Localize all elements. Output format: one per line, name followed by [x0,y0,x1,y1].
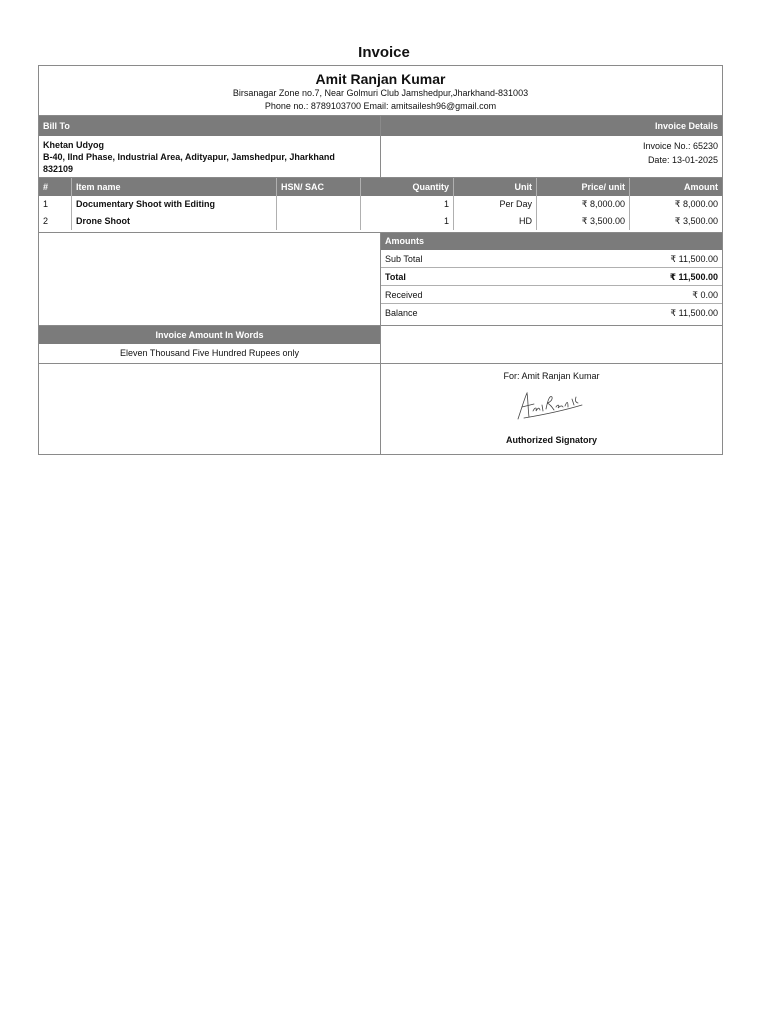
items-body [39,196,722,233]
signature-left-blank [39,364,381,454]
item-hsn [277,213,361,230]
received-row [381,286,722,304]
balance-value: ₹ 11,500.00 [670,308,718,318]
bill-to-block [39,136,381,177]
customer-name: Khetan Udyog [43,140,105,150]
invoice-number: Invoice No.: 65230 [642,141,718,151]
col-header-unit: Unit [454,178,537,196]
amounts-left-blank [39,233,381,325]
item-index: 2 [39,213,72,230]
received-label: Received [385,290,423,300]
item-name: Drone Shoot [72,213,277,230]
bill-body-row [39,136,722,178]
subtotal-value: ₹ 11,500.00 [670,254,718,264]
received-value: ₹ 0.00 [692,290,718,300]
bill-header-row [39,116,722,136]
item-hsn [277,196,361,213]
business-contact: Phone no.: 8789103700 Email: amitsailesh96@gmail.com [264,101,497,111]
item-price: ₹ 8,000.00 [537,196,630,213]
document-title: Invoice [358,44,410,61]
amount-words-heading: Invoice Amount In Words [39,326,380,344]
item-quantity: 1 [361,196,454,213]
item-index: 1 [39,196,72,213]
authorized-signatory-label: Authorized Signatory [505,435,597,445]
signature-block [381,364,722,454]
subtotal-label: Sub Total [385,254,423,264]
item-unit: HD [454,213,537,230]
signature-for-line: For: Amit Ranjan Kumar [503,371,600,381]
item-unit: Per Day [454,196,537,213]
amounts-heading: Amounts [381,233,722,250]
customer-address: B-40, IInd Phase, Industrial Area, Adityapur, Jamshedpur, Jharkhand [43,152,335,162]
business-name: Amit Ranjan Kumar [315,71,446,87]
items-header-row [39,178,722,196]
amount-words-text: Eleven Thousand Five Hundred Rupees only [120,348,299,358]
item-quantity: 1 [361,213,454,230]
amount-words-section [39,325,722,363]
customer-pincode: 832109 [43,164,74,174]
signature-section [39,363,722,454]
table-row [39,196,722,213]
item-amount: ₹ 8,000.00 [674,199,718,209]
total-label: Total [385,272,406,282]
balance-row [381,304,722,322]
business-header [39,66,722,116]
signature-script: Amit Ranjan kr [511,385,519,386]
col-header-hsn: HSN/ SAC [277,178,361,196]
col-header-index: # [39,178,72,196]
col-header-amount: Amount [684,182,718,192]
invoice-details-block [381,136,722,177]
invoice-details-heading: Invoice Details [654,121,718,131]
col-header-quantity: Quantity [361,178,454,196]
total-row [381,268,722,286]
amount-words-right-blank [381,326,722,363]
col-header-price: Price/ unit [537,178,630,196]
subtotal-row [381,250,722,268]
business-address: Birsanagar Zone no.7, Near Golmuri Club Jamshedpur,Jharkhand-831003 [232,88,529,98]
signature-image [512,385,592,425]
item-name: Documentary Shoot with Editing [72,196,277,213]
invoice-frame [38,65,723,455]
amounts-section [39,233,722,325]
invoice-date: Date: 13-01-2025 [647,155,718,165]
bill-to-heading: Bill To [39,116,381,136]
amounts-block [381,233,722,325]
amount-words-block [39,326,381,363]
item-amount: ₹ 3,500.00 [674,216,718,226]
total-value: ₹ 11,500.00 [669,272,718,282]
col-header-item-name: Item name [72,178,277,196]
item-price: ₹ 3,500.00 [537,213,630,230]
table-row [39,213,722,230]
balance-label: Balance [385,308,418,318]
